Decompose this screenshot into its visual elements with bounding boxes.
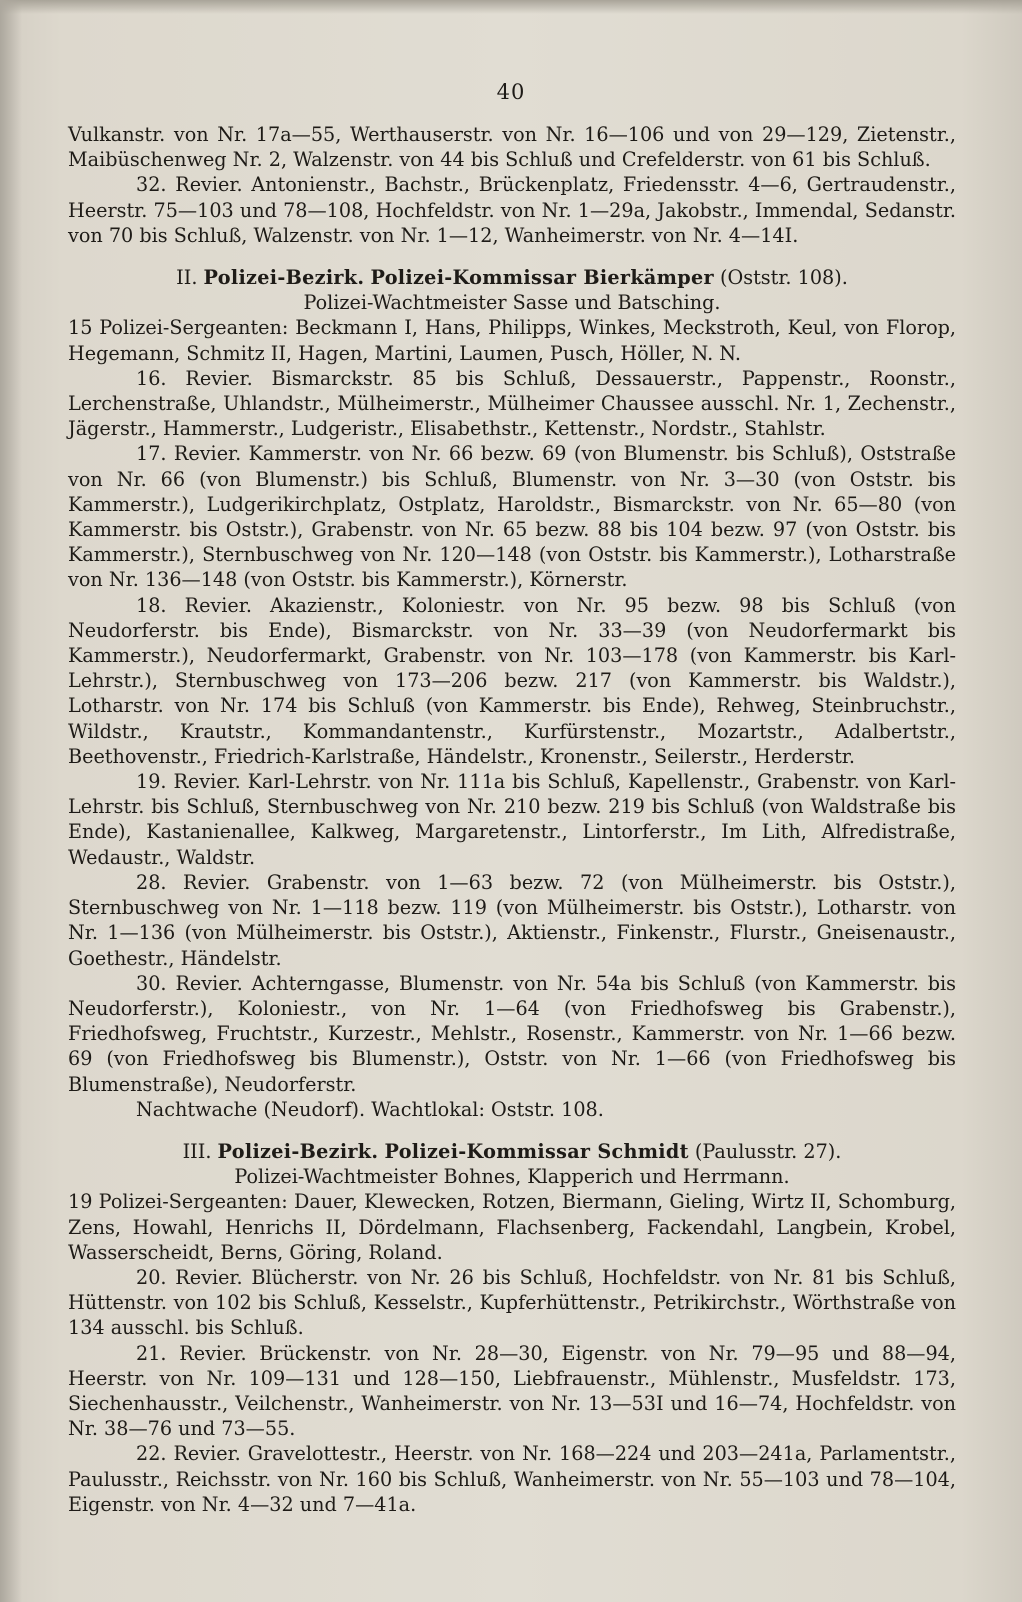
revier-28: 28. Revier. Grabenstr. von 1—63 bezw. 72 (von Mülheimerstr. bis Oststr.), Sternbuschweg von Nr. 1—118 bezw. 119 (von Mülheimerstr. bis Oststr.), Lotharstr. von Nr. 1—136 (von Mülheimerstr. bis Oststr.), Aktienstr., Finkenstr., Flurstr., Gneisenaustr., Goethestr., Händelstr. [68, 870, 956, 970]
intro-paragraph: Vulkanstr. von Nr. 17a—55, Werthauserstr. von Nr. 16—106 und von 29—129, Zietenstr., Maibüschenweg Nr. 2, Walzenstr. von 44 bis Schluß und Crefelderstr. von 61 bis Schluß. [68, 123, 956, 172]
revier-32: 32. Revier. Antonienstr., Bachstr., Brückenplatz, Friedensstr. 4—6, Gertraudenstr., Heerstr. 75—103 und 78—108, Hochfeldstr. von Nr. 1—29a, Jakobstr., Immendal, Sedanstr. von 70 bis Schluß, Walzenstr. von Nr. 1—12, Wanheimerstr. von Nr. 4—14I. [68, 173, 956, 247]
revier-30: 30. Revier. Achterngasse, Blumenstr. von Nr. 54a bis Schluß (von Kammerstr. bis Neudorferstr.), Koloniestr., von Nr. 1—64 (von Friedhofsweg bis Grabenstr.), Friedhofsweg, Fruchtstr., Kurzestr., Mehlstr., Rosenstr., Kammerstr. von Nr. 1—66 bezw. 69 (von Friedhofsweg bis Blumenstr.), Oststr. von Nr. 1—66 (von Friedhofsweg bis Blumenstraße), Neudorferstr. [68, 971, 956, 1096]
document-body [68, 122, 956, 1517]
bezirk-3-kommissar: Polizei-Kommissar Schmidt [384, 1139, 689, 1163]
bezirk-2-heading [68, 265, 956, 290]
bezirk-2-address: (Oststr. 108). [720, 266, 848, 290]
bezirk-2-sergeanten: 15 Polizei-Sergeanten: Beckmann I, Hans, Philipps, Winkes, Meckstroth, Keul, von Florop, Hegemann, Schmitz II, Hagen, Martini, Laumen, Pusch, Höller, N. N. [68, 316, 956, 365]
bezirk-2-name: Polizei-Bezirk. [203, 266, 365, 290]
revier-20: 20. Revier. Blücherstr. von Nr. 26 bis Schluß, Hochfeldstr. von Nr. 81 bis Schluß, Hüttenstr. von 102 bis Schluß, Kesselstr., Kupferhüttenstr., Petrikirchstr., Wörthstraße von 134 ausschl. bis Schluß. [68, 1265, 956, 1340]
bezirk-2-number: II. [176, 266, 198, 290]
bezirk-2-kommissar: Polizei-Kommissar Bierkämper [370, 266, 714, 290]
bezirk-3-sergeanten: 19 Polizei-Sergeanten: Dauer, Klewecken, Rotzen, Biermann, Gieling, Wirtz II, Schomburg, Zens, Howahl, Henrichs II, Dördelmann, Flachsenberg, Fackendahl, Langbein, Krobel, Wasserscheidt, Berns, Göring, Roland. [68, 1190, 956, 1264]
bezirk-3-heading [68, 1139, 956, 1164]
revier-17: 17. Revier. Kammerstr. von Nr. 66 bezw. 69 (von Blumenstr. bis Schluß), Oststraße von Nr. 66 (von Blumenstr.) bis Schluß, Blumenstr. von Nr. 3—30 (von Oststr. bis Kammerstr.), Ludgerikirchplatz, Ostplatz, Haroldstr., Bismarckstr. von Nr. 65—80 (von Kammerstr. bis Oststr.), Grabenstr. von Nr. 65 bezw. 88 bis 104 bezw. 97 (von Oststr. bis Kammerstr.), Sternbuschweg von Nr. 120—148 (von Oststr. bis Kammerstr.), Lotharstraße von Nr. 136—148 (von Oststr. bis Kammerstr.), Körnerstr. [68, 442, 956, 592]
bezirk-3-address: (Paulusstr. 27). [694, 1139, 842, 1163]
revier-19: 19. Revier. Karl-Lehrstr. von Nr. 111a bis Schluß, Kapellenstr., Grabenstr. von Karl-Lehrstr. bis Schluß, Sternbuschweg von Nr. 210 bezw. 219 bis Schluß (von Waldstraße bis Ende), Kastanienallee, Kalkweg, Margaretenstr., Lintorferstr., Im Lith, Alfredistraße, Wedaustr., Waldstr. [68, 770, 956, 869]
bezirk-2-nachtwache: Nachtwache (Neudorf). Wachtlokal: Oststr. 108. [136, 1097, 604, 1121]
bezirk-3-name: Polizei-Bezirk. [217, 1139, 379, 1163]
revier-21: 21. Revier. Brückenstr. von Nr. 28—30, Eigenstr. von Nr. 79—95 und 88—94, Heerstr. von Nr. 109—131 und 128—150, Liebfrauenstr., Mühlenstr., Musfeldstr. 173, Siechenhausstr., Veilchenstr., Wanheimerstr. von Nr. 13—53I und 16—74, Hochfeldstr. von Nr. 38—76 und 73—55. [68, 1341, 956, 1441]
revier-18: 18. Revier. Akazienstr., Koloniestr. von Nr. 95 bezw. 98 bis Schluß (von Neudorferstr. bis Ende), Bismarckstr. von Nr. 33—39 (von Neudorfermarkt bis Kammerstr.), Neudorfermarkt, Grabenstr. von Nr. 103—178 (von Kammerstr. bis Karl-Lehrstr.), Sternbuschweg von 173—206 bezw. 217 (von Kammerstr. bis Waldstr.), Lotharstr. von Nr. 174 bis Schluß (von Kammerstr. bis Ende), Rehweg, Steinbruchstr., Wildstr., Krautstr., Kommandantenstr., Kurfürstenstr., Mozartstr., Adalbertstr., Beethovenstr., Friedrich-Karlstraße, Händelstr., Kronenstr., Seilerstr., Herderstr. [68, 593, 956, 768]
revier-22: 22. Revier. Gravelottestr., Heerstr. von Nr. 168—224 und 203—241a, Parlamentstr., Paulusstr., Reichsstr. von Nr. 160 bis Schluß, Wanheimerstr. von Nr. 55—103 und 78—104, Eigenstr. von Nr. 4—32 und 7—41a. [68, 1442, 956, 1516]
bezirk-3-number: III. [182, 1139, 212, 1163]
page-top-shadow [0, 0, 1022, 14]
bezirk-2-wachtmeister: Polizei-Wachtmeister Sasse und Batsching. [303, 291, 721, 315]
page-gutter-shadow [0, 0, 22, 1602]
revier-16: 16. Revier. Bismarckstr. 85 bis Schluß, Dessauerstr., Pappenstr., Roonstr., Lerchenstraße, Uhlandstr., Mülheimerstr., Mülheimer Chaussee ausschl. Nr. 1, Zechenstr., Jägerstr., Hammerstr., Ludgeristr., Elisabethstr., Kettenstr., Nordstr., Stahlstr. [68, 366, 956, 441]
bezirk-3-wachtmeister: Polizei-Wachtmeister Bohnes, Klapperich und Herrmann. [234, 1165, 790, 1189]
page-number: 40 [496, 80, 526, 104]
